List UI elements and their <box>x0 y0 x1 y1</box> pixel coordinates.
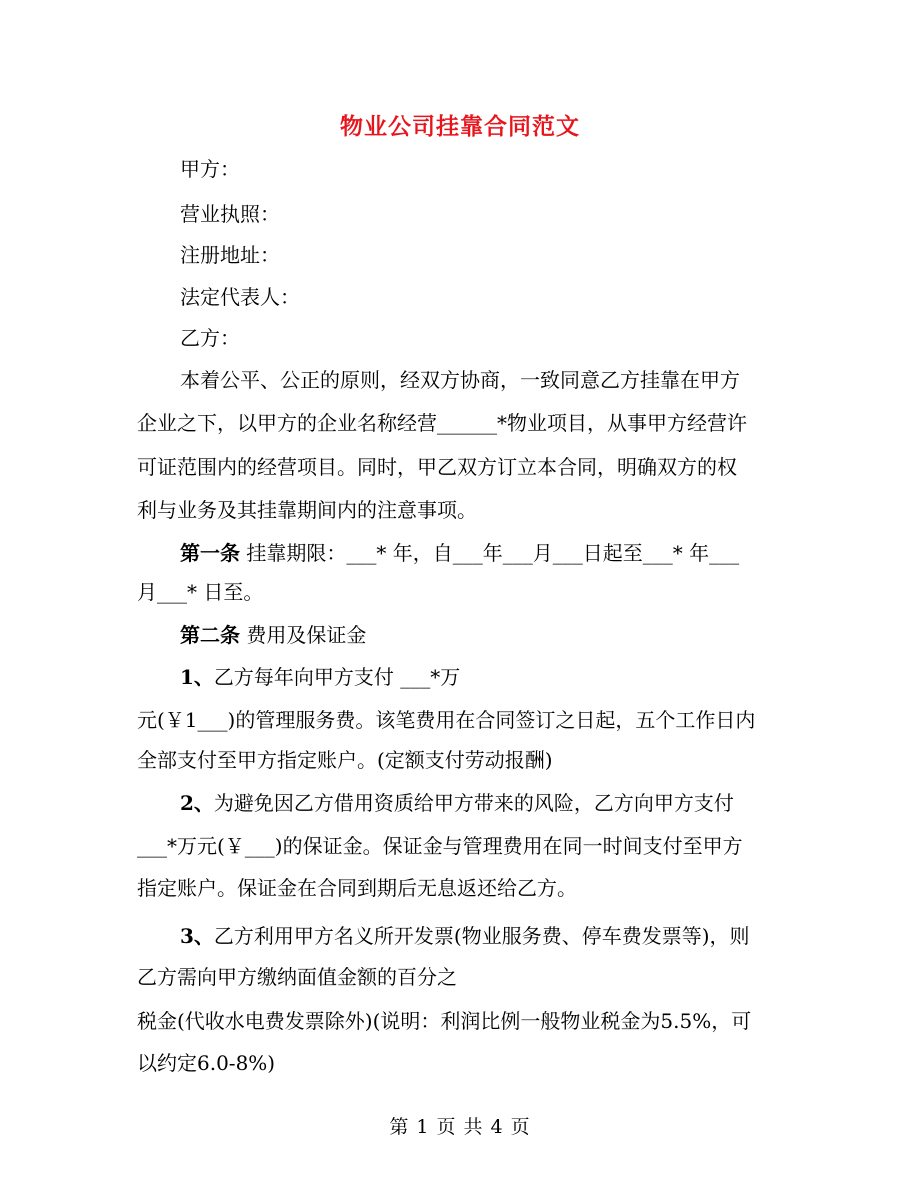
article-1-line-1 <box>180 540 840 566</box>
article-1-text: 挂靠期限：___* 年，自___年___月___日起至___* 年___ <box>240 541 740 565</box>
clause-2-text: 为避免因乙方借用资质给甲方带来的风险，乙方向甲方支付 <box>213 791 734 815</box>
clause-3-line-4: 以约定6.0-8%) <box>137 1051 276 1075</box>
clause-2-line-2: ___*万元(￥___)的保证金。保证金与管理费用在同一时间支付至甲方 <box>137 834 743 858</box>
legal-representative-label: 法定代表人： <box>180 285 300 309</box>
clause-1-line-3: 全部支付至甲方指定账户。(定额支付劳动报酬) <box>137 748 553 772</box>
clause-3-text: 乙方利用甲方名义所开发票(物业服务费、停车费发票等)，则 <box>213 924 750 948</box>
party-b-label: 乙方： <box>180 326 240 350</box>
document-title: 物业公司挂靠合同范文 <box>340 113 580 140</box>
clause-1-line-1 <box>180 664 840 690</box>
business-license-label: 营业执照： <box>180 202 280 226</box>
party-a-label: 甲方： <box>180 157 240 181</box>
article-1-line-2: 月___* 日至。 <box>137 580 264 604</box>
clause-2-number: 2、 <box>180 791 214 815</box>
clause-2-line-1 <box>180 790 840 816</box>
clause-3-line-2: 乙方需向甲方缴纳面值金额的百分之 <box>137 965 457 989</box>
clause-3-number: 3、 <box>180 924 214 948</box>
clause-1-text: 乙方每年向甲方支付 ___*万 <box>213 665 461 689</box>
clause-3-line-3: 税金(代收水电费发票除外)(说明：利润比例一般物业税金为5.5%，可 <box>137 1009 752 1033</box>
page-number-footer: 第 1 页 共 4 页 <box>389 1116 531 1138</box>
intro-line-1: 本着公平、公正的原则，经双方协商，一致同意乙方挂靠在甲方 <box>180 368 740 392</box>
intro-line-4: 利与业务及其挂靠期间内的注意事项。 <box>137 498 477 522</box>
intro-line-3: 可证范围内的经营项目。同时，甲乙双方订立本合同，明确双方的权 <box>137 455 737 479</box>
intro-line-2: 企业之下，以甲方的企业名称经营______*物业项目，从事甲方经营许 <box>137 411 747 435</box>
article-2-heading: 第二条 <box>180 623 240 647</box>
article-2-text: 费用及保证金 <box>240 623 367 647</box>
clause-1-number: 1、 <box>180 665 214 689</box>
article-2-line <box>180 622 840 648</box>
registered-address-label: 注册地址： <box>180 243 280 267</box>
clause-3-line-1 <box>180 923 840 949</box>
article-1-heading: 第一条 <box>180 541 240 565</box>
clause-2-line-3: 指定账户。保证金在合同到期后无息返还给乙方。 <box>137 876 577 900</box>
clause-1-line-2: 元(￥1___)的管理服务费。该笔费用在合同签订之日起，五个工作日内 <box>137 708 756 732</box>
